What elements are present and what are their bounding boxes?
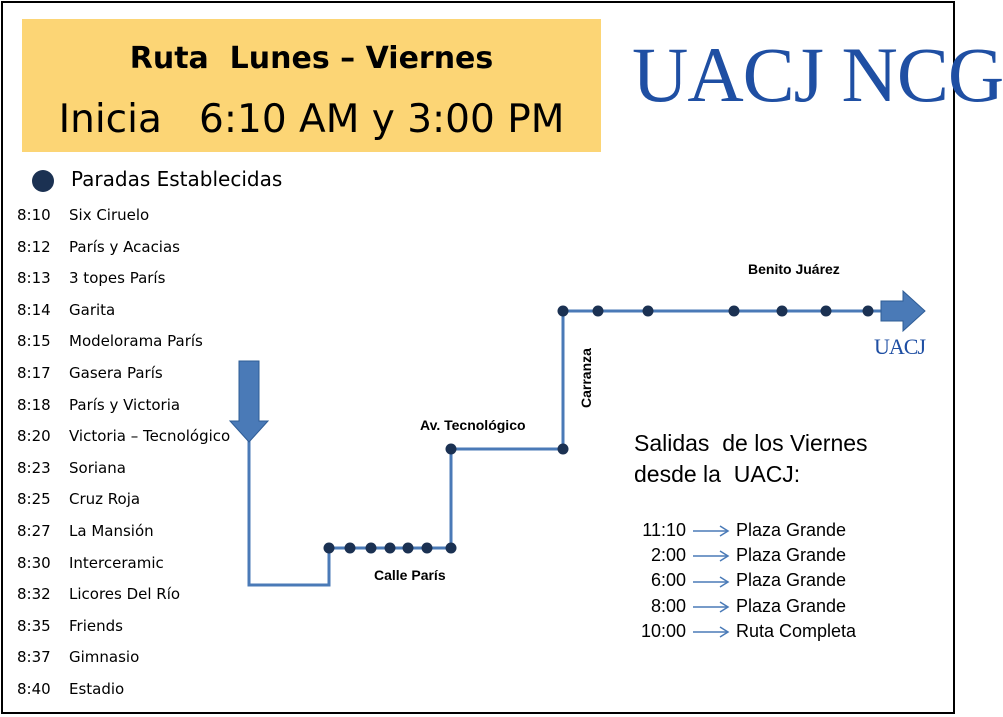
stop-name: Gasera París — [69, 363, 163, 382]
stop-time: 8:12 — [17, 237, 51, 256]
friday-subtitle: desde la UACJ: — [634, 461, 801, 487]
departure-row — [634, 619, 856, 644]
uacj-ncg-logo: UACJ NCG — [632, 31, 1003, 118]
departure-destination: Plaza Grande — [736, 570, 847, 591]
stop-time: 8:30 — [17, 553, 51, 572]
street-label-carranza: Carranza — [578, 348, 594, 408]
stop-time: 8:37 — [17, 648, 51, 667]
stop-name: Six Ciruelo — [69, 206, 150, 224]
stop-time: 8:20 — [17, 427, 51, 446]
stop-time: 8:17 — [17, 363, 51, 382]
route-title: Ruta Lunes – Viernes — [129, 41, 494, 76]
stop-name: Friends — [69, 616, 123, 635]
destination-arrow-icon — [881, 291, 925, 331]
route-stop-dot — [558, 444, 569, 455]
street-label-benito-juarez: Benito Juárez — [748, 261, 840, 277]
stop-time: 8:18 — [17, 395, 51, 414]
departure-row — [634, 518, 856, 543]
friday-departures-heading — [634, 428, 868, 490]
route-stop-dot — [643, 306, 654, 317]
stop-name: París y Acacias — [69, 237, 180, 256]
stop-name: Cruz Roja — [69, 490, 141, 509]
route-stop-dot — [345, 543, 356, 554]
route-stop-dot — [446, 543, 457, 554]
start-times: Inicia 6:10 AM y 3:00 PM — [58, 97, 565, 142]
stop-name: Gimnasio — [69, 648, 140, 667]
route-stop-dot — [324, 543, 335, 554]
route-stop-dot — [422, 543, 433, 554]
stop-time: 8:40 — [17, 679, 51, 698]
route-stop-dot — [558, 306, 569, 317]
departure-row — [634, 568, 856, 593]
route-stop-dot — [366, 543, 377, 554]
friday-departures-list — [634, 518, 856, 644]
departure-time: 10:00 — [640, 620, 686, 641]
stop-time: 8:13 — [17, 269, 51, 288]
departure-destination: Plaza Grande — [736, 595, 847, 616]
route-stop-dot — [593, 306, 604, 317]
departure-destination: Plaza Grande — [736, 520, 847, 540]
departure-row — [634, 543, 856, 568]
stop-name: 3 topes París — [69, 269, 166, 288]
legend-label: Paradas Establecidas — [71, 167, 283, 191]
route-stop-dot — [385, 543, 396, 554]
start-arrow-icon — [230, 361, 268, 442]
stop-time: 8:15 — [17, 332, 51, 351]
stop-name: Soriana — [69, 458, 126, 477]
stop-name: Garita — [69, 300, 116, 319]
stop-time: 8:10 — [17, 206, 51, 224]
stop-name: La Mansión — [69, 521, 154, 540]
street-label-calle-paris: Calle París — [374, 567, 446, 583]
departure-destination: Ruta Completa — [736, 620, 857, 641]
route-stop-dot — [777, 306, 788, 317]
stop-time: 8:32 — [17, 585, 51, 604]
route-stop-dot — [863, 306, 874, 317]
arrow-right-icon — [692, 550, 730, 562]
departure-time: 8:00 — [650, 595, 686, 616]
route-stop-dot — [821, 306, 832, 317]
stop-name: Victoria – Tecnológico — [69, 427, 231, 446]
stop-time: 8:35 — [17, 616, 51, 635]
stop-time: 8:25 — [17, 490, 51, 509]
arrow-right-icon — [692, 601, 730, 613]
departure-time: 2:00 — [650, 545, 686, 566]
arrow-right-icon — [692, 525, 730, 537]
stop-name: París y Victoria — [69, 395, 181, 414]
stop-name: Interceramic — [69, 553, 164, 572]
stop-time: 8:14 — [17, 300, 51, 319]
departure-time: 6:00 — [650, 570, 686, 591]
stop-name: Modelorama París — [69, 332, 203, 351]
departure-row — [634, 594, 856, 619]
stop-name: Licores Del Río — [69, 585, 181, 604]
arrow-right-icon — [692, 626, 730, 638]
street-label-av-tecnologico: Av. Tecnológico — [420, 417, 526, 433]
stop-name: Estadio — [69, 679, 125, 698]
route-stop-dot — [403, 543, 414, 554]
friday-title: Salidas de los Viernes — [634, 430, 868, 456]
stop-time: 8:23 — [17, 458, 51, 477]
route-stop-dot — [729, 306, 740, 317]
stop-time: 8:27 — [17, 521, 51, 540]
route-stop-dot — [446, 444, 457, 455]
departure-destination: Plaza Grande — [736, 545, 847, 566]
arrow-right-icon — [692, 576, 730, 588]
departure-time: 11:10 — [642, 520, 686, 540]
uacj-destination-logo: UACJ — [874, 334, 926, 359]
